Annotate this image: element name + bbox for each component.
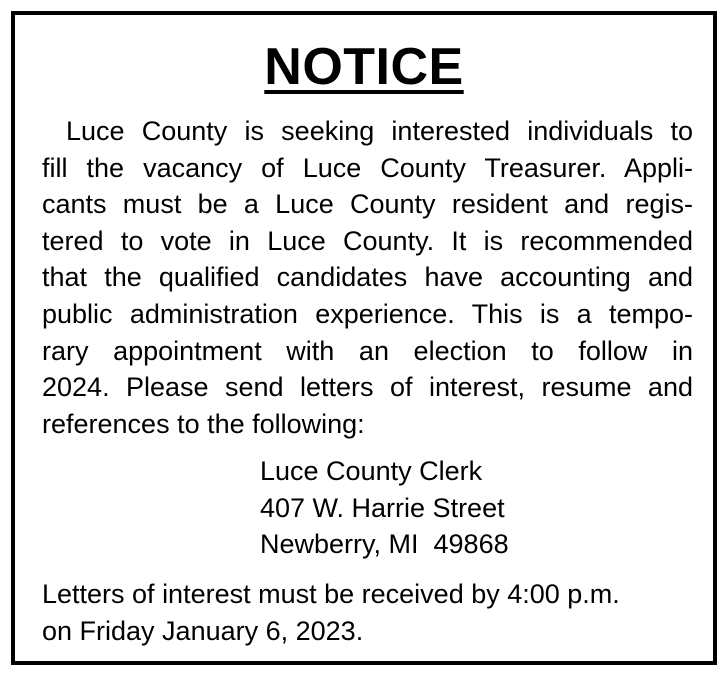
address-line-street: 407 W. Harrie Street	[260, 492, 505, 523]
paragraph-line: references to the following:	[42, 408, 365, 439]
notice-title	[15, 37, 713, 97]
notice-frame	[11, 11, 717, 665]
deadline-line: on Friday January 6, 2023.	[42, 615, 364, 646]
paragraph-line: cants must be a Luce County resident and regis-	[42, 189, 693, 220]
notice-paragraph	[42, 113, 693, 442]
paragraph-line: fill the vacancy of Luce County Treasurer. Appli-	[42, 152, 693, 183]
paragraph-line: rary appointment with an election to follow in	[42, 335, 693, 366]
notice-title-text: NOTICE	[264, 38, 464, 96]
clerk-address	[260, 453, 509, 563]
address-line-name: Luce County Clerk	[260, 456, 483, 486]
paragraph-line: Luce County is seeking interested individuals to	[66, 116, 693, 146]
paragraph-line: tered to vote in Luce County. It is recommended	[42, 225, 693, 256]
paragraph-line: 2024. Please send letters of interest, resume and	[42, 372, 693, 403]
deadline-paragraph	[42, 576, 693, 649]
paragraph-line: public administration experience. This is a tempo-	[42, 298, 693, 329]
paragraph-line: that the qualified candidates have accounting and	[42, 262, 693, 293]
deadline-line: Letters of interest must be received by 4:00 p.m.	[42, 579, 620, 609]
address-line-city: Newberry, MI 49868	[260, 529, 509, 560]
